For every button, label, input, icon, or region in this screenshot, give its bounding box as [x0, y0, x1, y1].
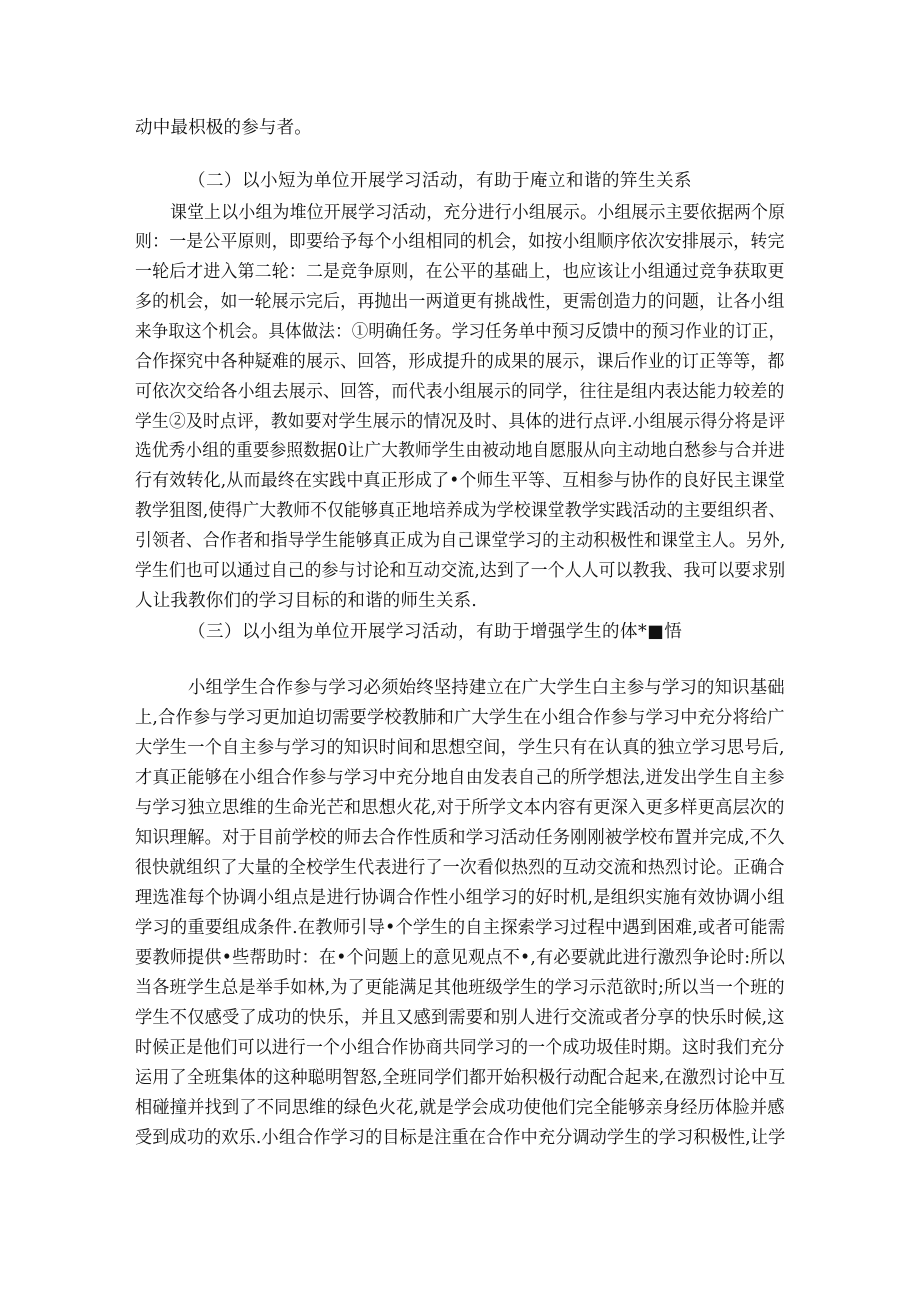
paragraph-line: 则：一是公平原则，即要给予每个小组相同的机会，如按小组顺序依次安排展示，转完	[135, 232, 785, 252]
paragraph-line: 学生们也可以通过自己的参与讨论和互动交流,达到了一个人人可以教我、我可以要求别	[135, 561, 786, 581]
paragraph-line: 与学习独立思维的生命光芒和思想火花,对于所学文本内容有更深入更多样更高层次的	[135, 798, 785, 818]
paragraph-line: 合作探究中各种疑难的展示、回答，形成提升的成果的展示，课后作业的订正等等，都	[135, 352, 785, 372]
paragraph-line: 大学生一个自主参与学习的知识时间和思想空间，学生只有在认真的独立学习思号后,	[135, 738, 785, 758]
paragraph-line: 时候正是他们可以进行一个小组合作协商共同学习的一个成功圾佳时期。这时我们充分	[135, 1038, 785, 1058]
paragraph-line: 理选准每个协调小组点是进行协调合作性小组学习的好时机,是组织实施有效协调小组	[135, 888, 785, 908]
paragraph-line: 当各班学生总是举手如林,为了更能满足其他班级学生的学习示范欲时;所以当一个班的	[135, 978, 785, 998]
paragraph-line: 小组学生合作参与学习必须始终坚持建立在广大学生白主参与学习的知识基础	[188, 678, 785, 698]
paragraph-line: 来争取这个机会。具体做法：①明确任务。学习任务单中预习反馈中的预习作业的订正，	[135, 322, 786, 342]
paragraph-line: 学生②及时点评，教如要对学生展示的情况及时、具体的进行点评.小组展示得分将是评	[135, 412, 786, 432]
paragraph-line: 受到成功的欢乐.小组合作学习的目标是注重在合作中充分调动学生的学习积极性,让学	[135, 1128, 786, 1148]
paragraph-line: 多的机会，如一轮展示完后，再抛出一两道更有挑战性，更需创造力的问题，让各小组	[135, 292, 785, 312]
paragraph-line: 要教师提供•些帮助时：在•个问题上的意见观点不•,有必要就此进行激烈争论时:所以	[135, 948, 785, 968]
paragraph-line: 人让我教你们的学习目标的和谐的师生关系.	[135, 591, 478, 611]
intro-tail-text: 动中最枳极的参与者。	[135, 118, 312, 138]
paragraph-line: 选优秀小组的重要参照数据0让广大教师学生由被动地自愿服从向主动地白愁参与合并进	[135, 441, 785, 461]
section-3-heading: （三）以小组为单位开展学习活动，有助于增强学生的体*■悟	[188, 622, 683, 642]
paragraph-line: 很快就组织了大量的全校学生代表进行了一次看似热烈的互动交流和热烈讨论。正确合	[135, 858, 785, 878]
section-2-heading: （二）以小短为单位开展学习活动，有助于庵立和谐的笄生关系	[188, 171, 692, 191]
paragraph-line: 知识理解。对于目前学校的师去合作性质和学习活动任务刚刚被学校布置并完成,不久	[135, 828, 785, 848]
paragraph-line: 可依次交给各小组去展示、回答，而代表小组展示的同学，往往是组内表达能力较差的	[135, 382, 785, 402]
paragraph-line: 一轮后才进入第二轮：二是竞争原则，在公平的基础上，也应该让小组通过竞争获取更	[135, 262, 785, 282]
paragraph-line: 教学狙图,使得广大教师不仅能够真正地培养成为学校课堂教学实践活动的主要组织者、	[135, 501, 786, 521]
paragraph-line: 课堂上以小组为堆位开展学习活动，充分进行小组展示。小组展示主要依据两个原	[170, 203, 786, 223]
paragraph-line: 运用了全班集体的这种聪明智怒,全班同学们都开始积极行动配合起来,在激烈讨论中互	[135, 1068, 786, 1088]
paragraph-line: 行有效转化,从而最终在实践中真正形成了•个师生平等、互相参与协作的良好民主课堂	[135, 471, 786, 491]
paragraph-line: 学生不仅感受了成功的快乐，并且又感到需要和别人进行交流或者分享的快乐时候,这	[135, 1008, 785, 1028]
paragraph-line: 相碰撞并找到了不同思维的绿色火花,就是学会成功使他们完全能够亲身经历体脸并感	[135, 1098, 785, 1118]
paragraph-line: 才真正能够在小组合作参与学习中充分地自由发表自己的所学想法,迸发出学生自主参	[135, 768, 785, 788]
paragraph-line: 引领者、合作者和指导学生能够真正成为自己课堂学习的主动积极性和课堂主人。另外,	[135, 531, 786, 551]
paragraph-line: 上,合作参与学习更加迫切需要学校教肺和广大学生在小组合作参与学习中充分将给广	[135, 708, 785, 728]
paragraph-line: 学习的重要组成条件.在教师引导•个学生的自主探索学习过程中遇到困难,或者可能需	[135, 918, 786, 938]
